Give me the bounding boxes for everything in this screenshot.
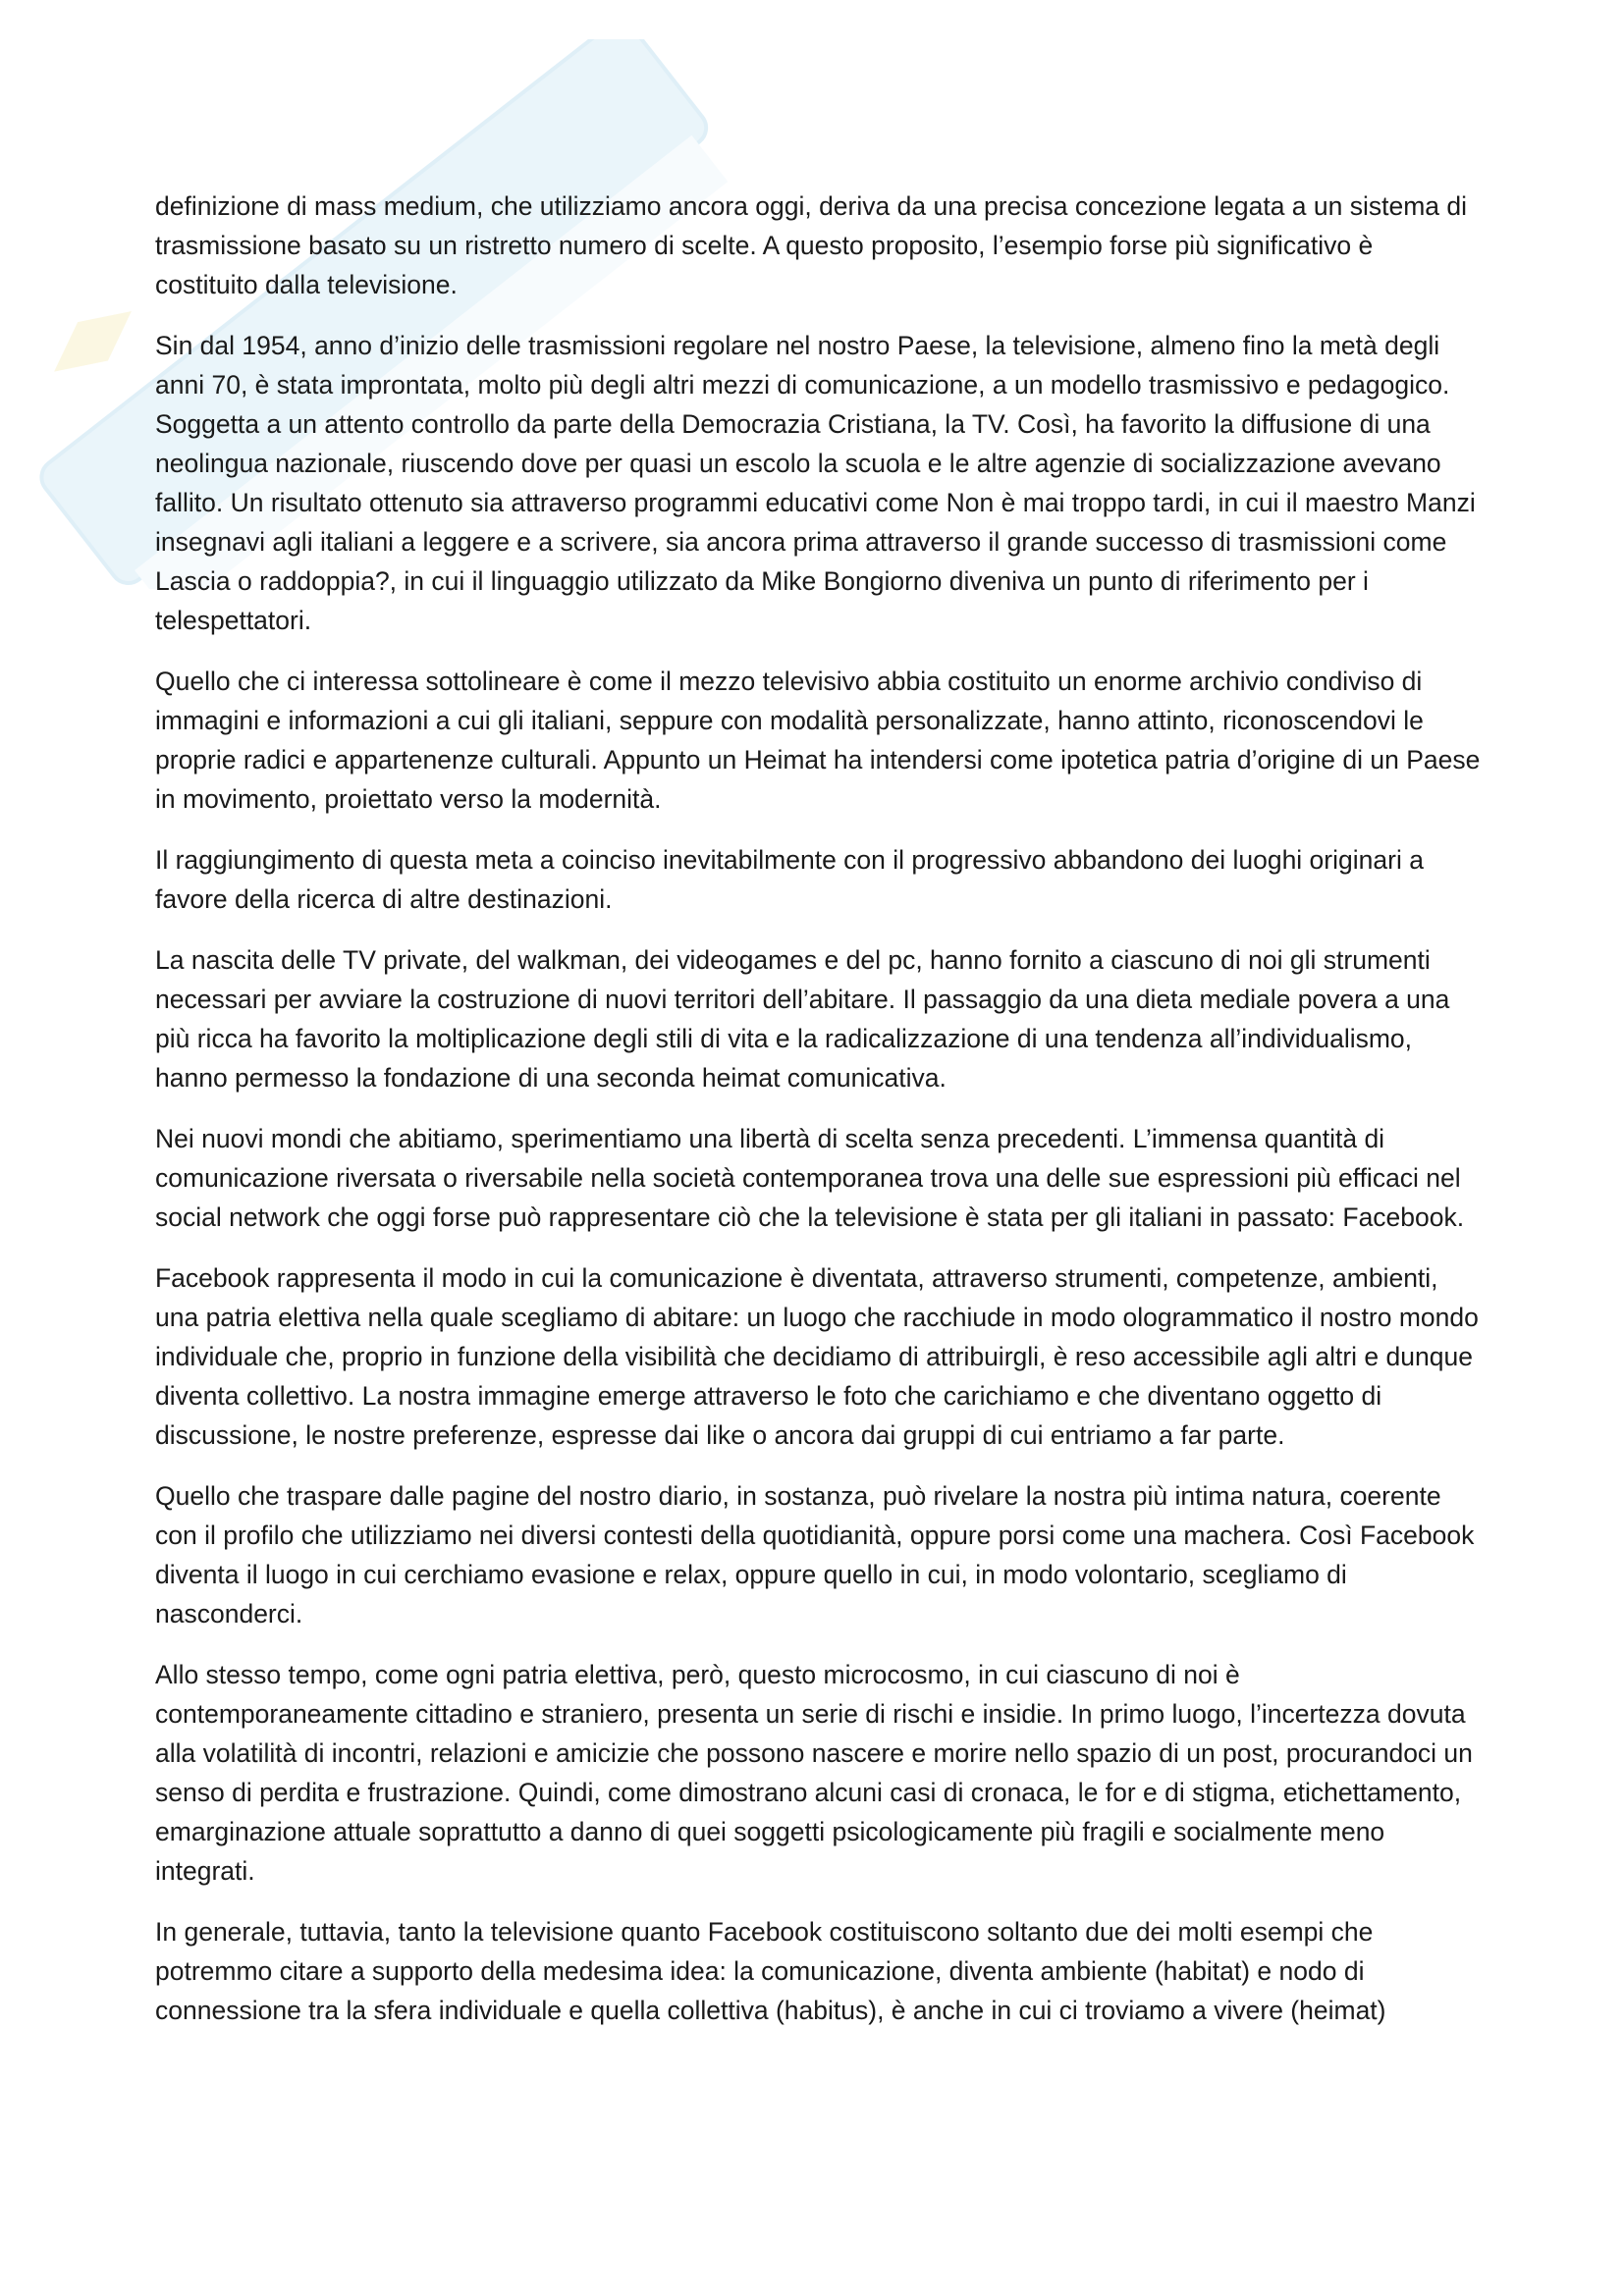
- paragraph: Allo stesso tempo, come ogni patria elettiva, però, questo microcosmo, in cui ciascuno di noi è contemporaneamente cittadino e straniero, presenta un serie di rischi e insidie. In primo luogo, l’incertezza dovuta alla volatilità di incontri, relazioni e amicizie che possono nascere e morire nello spazio di un post, procurandoci un senso di perdita e frustrazione. Quindi, come dimostrano alcuni casi di cronaca, le for e di stigma, etichettamento, emarginazione attuale soprattutto a danno di quei soggetti psicologicamente più fragili e socialmente meno integrati.: [155, 1660, 1473, 1886]
- paragraph: Nei nuovi mondi che abitiamo, sperimentiamo una libertà di scelta senza precedenti. L’immensa quantità di comunicazione riversata o riversabile nella società contemporanea trova una delle sue espressioni più efficaci nel social network che oggi forse può rappresentare ciò che la televisione è stata per gli italiani in passato: Facebook.: [155, 1124, 1465, 1232]
- document-body: [155, 187, 1481, 2052]
- paragraph: La nascita delle TV private, del walkman, dei videogames e del pc, hanno fornito a ciascuno di noi gli strumenti necessari per avviare la costruzione di nuovi territori dell’abitare. Il passaggio da una dieta mediale povera a una più ricca ha favorito la moltiplicazione degli stili di vita e la radicalizzazione di una tendenza all’individualismo, hanno permesso la fondazione di una seconda heimat comunicativa.: [155, 945, 1450, 1093]
- paragraph: definizione di mass medium, che utilizziamo ancora oggi, deriva da una precisa concezione legata a un sistema di trasmissione basato su un ristretto numero di scelte. A questo proposito, l’esempio forse più significativo è costituito dalla televisione.: [155, 191, 1468, 299]
- paragraph: Facebook rappresenta il modo in cui la comunicazione è diventata, attraverso strumenti, competenze, ambienti, una patria elettiva nella quale scegliamo di abitare: un luogo che racchiude in modo ologrammatico il nostro mondo individuale che, proprio in funzione della visibilità che decidiamo di attribuirgli, è reso accessibile agli altri e dunque diventa collettivo. La nostra immagine emerge attraverso le foto che carichiamo e che diventano oggetto di discussione, le nostre preferenze, espresse dai like o ancora dai gruppi di cui entriamo a far parte.: [155, 1263, 1479, 1450]
- paragraph: Quello che traspare dalle pagine del nostro diario, in sostanza, può rivelare la nostra più intima natura, coerente con il profilo che utilizziamo nei diversi contesti della quotidianità, oppure porsi come una machera. Così Facebook diventa il luogo in cui cerchiamo evasione e relax, oppure quello in cui, in modo volontario, scegliamo di nasconderci.: [155, 1481, 1475, 1629]
- paragraph: Quello che ci interessa sottolineare è come il mezzo televisivo abbia costituito un enorme archivio condiviso di immagini e informazioni a cui gli italiani, seppure con modalità personalizzate, hanno attinto, riconoscendovi le proprie radici e appartenenze culturali. Appunto un Heimat ha intendersi come ipotetica patria d’origine di un Paese in movimento, proiettato verso la modernità.: [155, 667, 1481, 814]
- paragraph: Il raggiungimento di questa meta a coinciso inevitabilmente con il progressivo abbandono dei luoghi originari a favore della ricerca di altre destinazioni.: [155, 845, 1424, 914]
- paragraph: Sin dal 1954, anno d’inizio delle trasmissioni regolare nel nostro Paese, la televisione, almeno fino la metà degli anni 70, è stata improntata, molto più degli altri mezzi di comunicazione, a un modello trasmissivo e pedagogico. Soggetta a un attento controllo da parte della Democrazia Cristiana, la TV. Così, ha favorito la diffusione di una neolingua nazionale, riuscendo dove per quasi un escolo la scuola e le altre agenzie di socializzazione avevano fallito. Un risultato ottenuto sia attraverso programmi educativi come Non è mai troppo tardi, in cui il maestro Manzi insegnavi agli italiani a leggere e a scrivere, sia ancora prima attraverso il grande successo di trasmissioni come Lascia o raddoppia?, in cui il linguaggio utilizzato da Mike Bongiorno diveniva un punto di riferimento per i telespettatori.: [155, 331, 1476, 635]
- paragraph: In generale, tuttavia, tanto la televisione quanto Facebook costituiscono soltanto due dei molti esempi che potremmo citare a supporto della medesima idea: la comunicazione, diventa ambiente (habitat) e nodo di connessione tra la sfera individuale e quella collettiva (habitus), è anche in cui ci troviamo a vivere (heimat): [155, 1917, 1386, 2025]
